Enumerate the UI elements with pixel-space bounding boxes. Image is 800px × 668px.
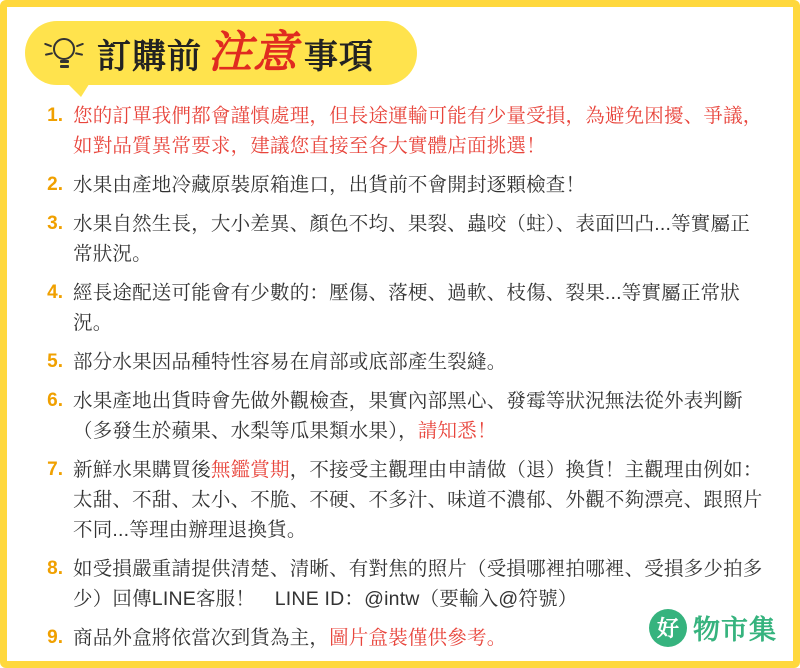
lightbulb-icon <box>47 36 83 72</box>
list-item-text-plain: 新鮮水果購買後 <box>73 459 211 481</box>
list-item-text: 如受損嚴重請提供清楚、清晰、有對焦的照片（受損哪裡拍哪裡、受損多少拍多少）回傳LINE客服！ LINE ID：@intw（要輸入@符號） <box>73 558 763 610</box>
list-item-text <box>73 455 767 545</box>
brand-logo <box>649 608 777 647</box>
list-item-text: 您的訂單我們都會謹慎處理，但長途運輸可能有少量受損，為避免困擾、爭議，如對品質異常要求，建議您直接至各大實體店面挑選！ <box>73 105 763 157</box>
list-item <box>29 278 767 338</box>
list-item-text-plain: 商品外盒將依當次到貨為主， <box>73 627 330 649</box>
list-item-number: 5. <box>47 351 63 372</box>
list-item-text-emphasis: 請知悉！ <box>417 420 497 442</box>
list-item-text-emphasis: 無鑑賞期 <box>210 459 290 481</box>
logo-mark: 好 <box>649 609 687 647</box>
list-item-text-tail: ，不接受主觀理由申請做（退）換貨！主觀理由例如：太甜、不甜、太小、不脆、不硬、不多汁、味道不濃郁、外觀不夠漂亮、跟照片不同...等理由辦理退換貨。 <box>73 459 763 541</box>
list-item <box>29 209 767 269</box>
list-item-text-plain: 水果產地出貨時會先做外觀檢查，果實內部黑心、發霉等狀況無法從外表判斷（多發生於蘋果、水梨等瓜果類水果）， <box>73 390 743 442</box>
list-item-number: 3. <box>47 213 63 234</box>
title-part-highlight: 注意 <box>208 27 298 78</box>
list-item <box>29 101 767 161</box>
list-item-text-emphasis: 圖片盒裝僅供參考。 <box>329 627 507 649</box>
logo-text: 物市集 <box>693 615 777 645</box>
list-item <box>29 554 767 614</box>
list-item-number: 2. <box>47 174 63 195</box>
list-item-text: 經長途配送可能會有少數的：壓傷、落梗、過軟、枝傷、裂果...等實屬正常狀況。 <box>73 282 740 334</box>
list-item <box>29 455 767 545</box>
list-item <box>29 386 767 446</box>
list-item-number: 7. <box>47 459 63 480</box>
list-item-text <box>73 386 767 446</box>
page-title <box>97 27 374 79</box>
list-item-text: 水果由產地冷藏原裝原箱進口，出貨前不會開封逐顆檢查！ <box>73 174 586 196</box>
list-item <box>29 347 767 377</box>
list-item-number: 9. <box>47 627 63 648</box>
list-item-text: 部分水果因品種特性容易在肩部或底部產生裂縫。 <box>73 351 507 373</box>
notice-list <box>7 101 793 653</box>
header-banner <box>25 21 425 89</box>
list-item-text: 水果自然生長，大小差異、顏色不均、果裂、蟲咬（蛀）、表面凹凸...等實屬正常狀況。 <box>73 213 750 265</box>
list-item-number: 6. <box>47 390 63 411</box>
list-item-number: 1. <box>47 105 63 126</box>
list-item <box>29 170 767 200</box>
title-part-3: 事項 <box>304 37 374 76</box>
list-item-number: 4. <box>47 282 63 303</box>
title-part-1: 訂購前 <box>97 37 202 76</box>
list-item-number: 8. <box>47 558 63 579</box>
